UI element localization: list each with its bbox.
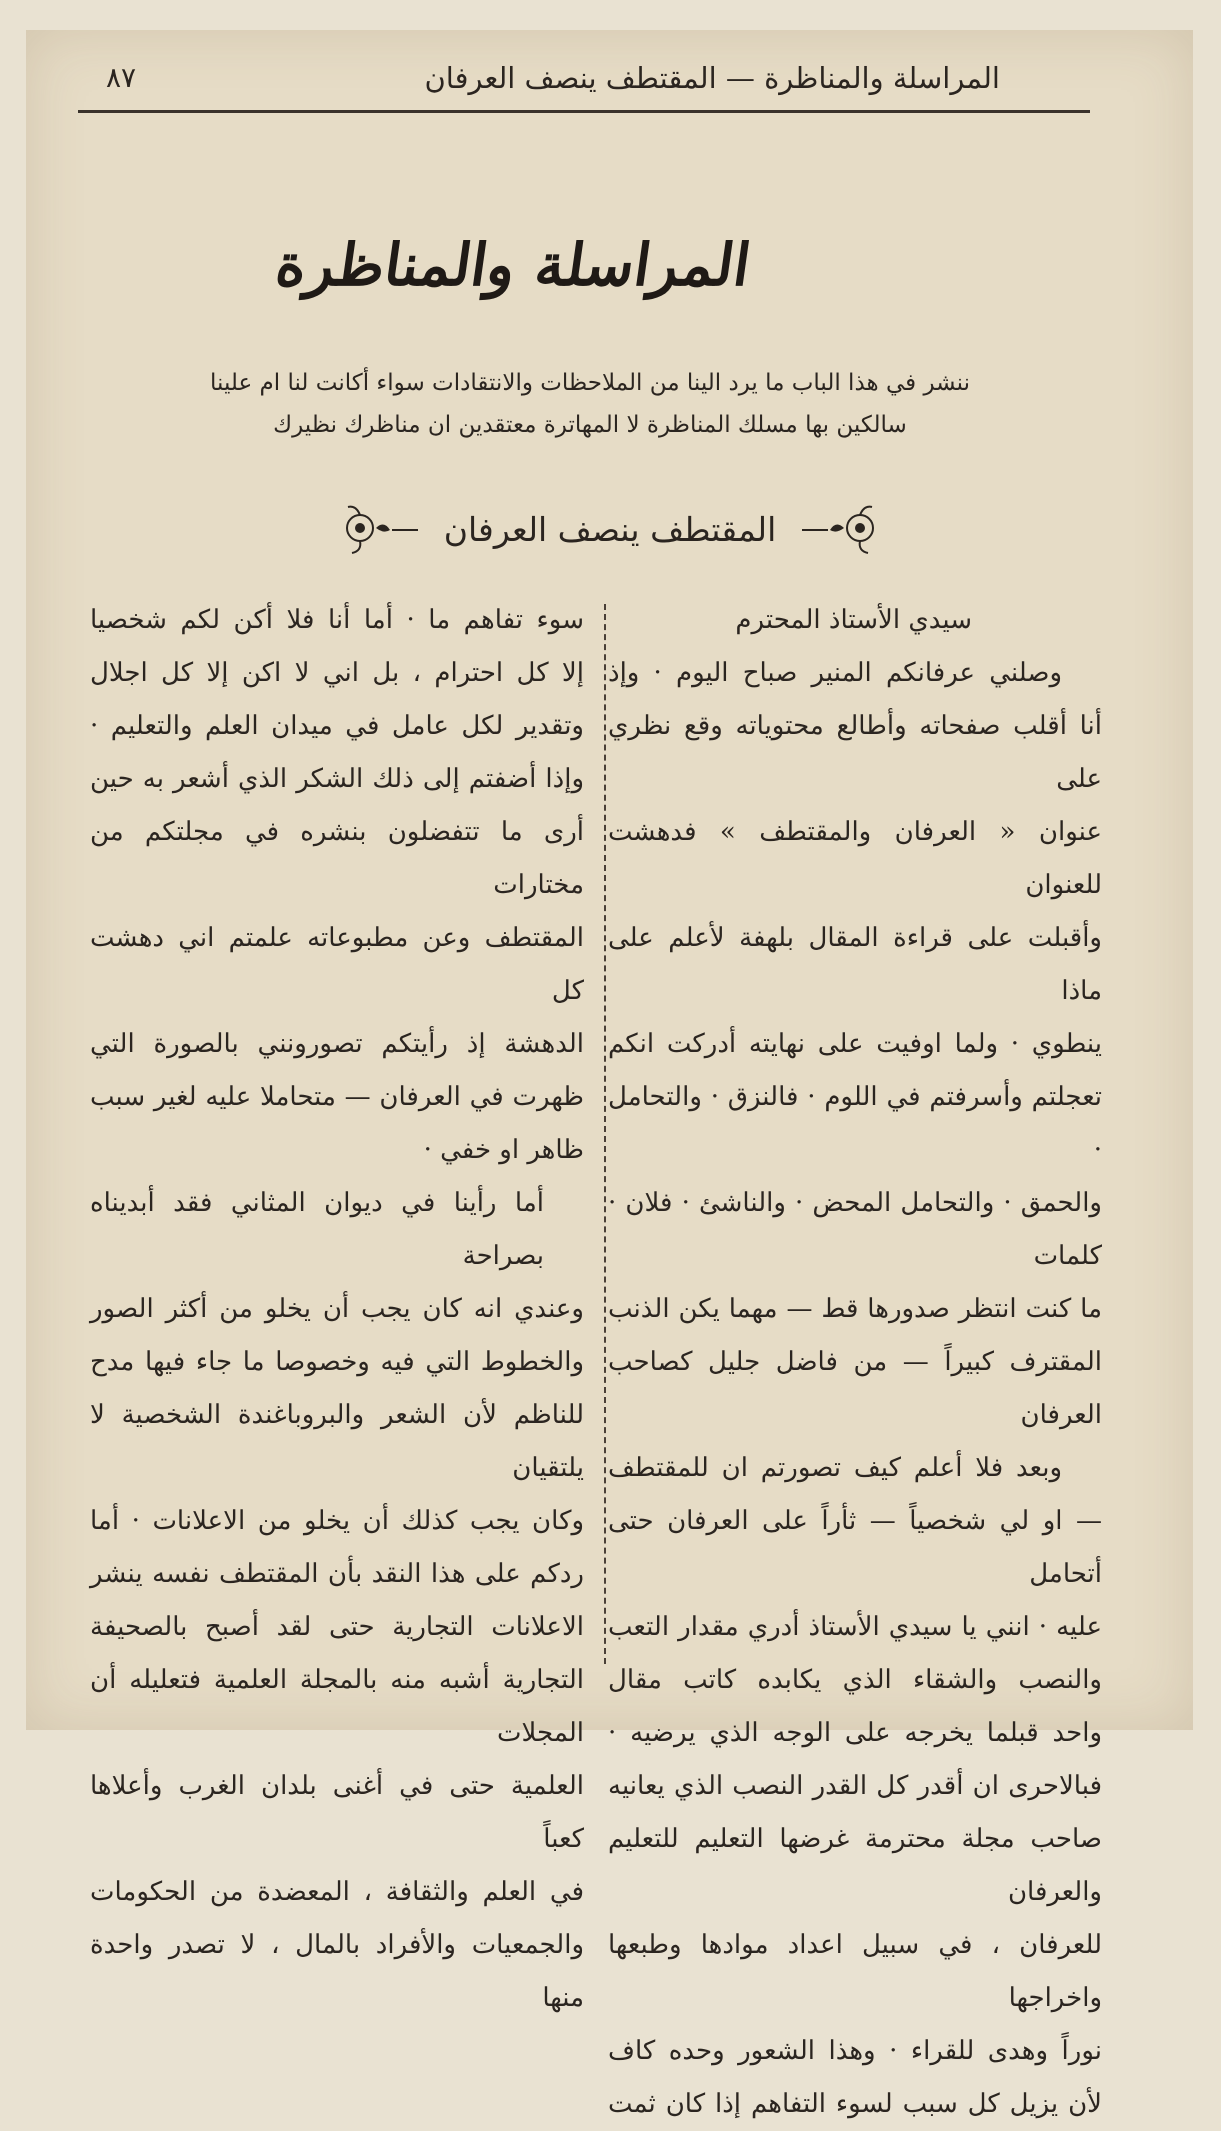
column-line: والجمعيات والأفراد بالمال ، لا تصدر واحدة منها: [90, 1930, 584, 2013]
column-line: نوراً وهدى للقراء · وهذا الشعور وحده كاف: [608, 2036, 1102, 2066]
column-line: صاحب مجلة محترمة غرضها التعليم للتعليم والعرفان: [608, 1824, 1102, 1907]
column-line: وعندي انه كان يجب أن يخلو من أكثر الصور: [90, 1294, 584, 1324]
column-line: العلمية حتى في أغنى بلدان الغرب وأعلاها كعباً: [90, 1771, 584, 1854]
column-line: فبالاحرى ان أقدر كل القدر النصب الذي يعانيه: [608, 1771, 1102, 1801]
column-line: ينطوي · ولما اوفيت على نهايته أدركت انكم: [608, 1029, 1102, 1059]
column-line: للعرفان ، في سبيل اعداد موادها وطبعها واخراجها: [608, 1930, 1102, 2013]
running-header: [78, 56, 1090, 100]
running-title: المراسلة والمناظرة — المقتطف ينصف العرفان: [424, 61, 1000, 95]
column-line: عنوان « العرفان والمقتطف » فدهشت للعنوان: [608, 817, 1102, 900]
left-column: [90, 594, 584, 2013]
column-line: والنصب والشقاء الذي يكابده كاتب مقال: [608, 1665, 1102, 1695]
column-line: وتقدير لكل عامل في ميدان العلم والتعليم ·: [90, 711, 584, 741]
column-line: إلا كل احترام ، بل اني لا اكن إلا كل اجلال: [90, 658, 584, 688]
section-intro: [170, 362, 1010, 446]
column-line: واحد قبلما يخرجه على الوجه الذي يرضيه ·: [608, 1718, 1102, 1748]
column-line: ما كنت انتظر صدورها قط — مهما يكن الذنب: [608, 1294, 1102, 1324]
column-line: التجارية أشبه منه بالمجلة العلمية فتعليله أن المجلات: [90, 1665, 584, 1748]
article-title-row: [330, 500, 890, 560]
column-line: أرى ما تتفضلون بنشره في مجلتكم من مختارات: [90, 817, 584, 900]
column-line: وإذا أضفتم إلى ذلك الشكر الذي أشعر به حين: [90, 764, 584, 794]
article-body: [90, 594, 1102, 2119]
column-line: سيدي الأستاذ المحترم: [735, 605, 972, 635]
column-line: لأن يزيل كل سبب لسوء التفاهم إذا كان ثمت: [608, 2089, 1102, 2119]
column-line: الدهشة إذ رأيتكم تصورونني بالصورة التي: [90, 1029, 584, 1059]
column-line: وكان يجب كذلك أن يخلو من الاعلانات · أما: [90, 1506, 584, 1536]
header-rule: [78, 110, 1090, 113]
column-line: ردكم على هذا النقد بأن المقتطف نفسه ينشر: [90, 1559, 584, 1589]
column-line: والحمق · والتحامل المحض · والناشئ · فلان · كلمات: [608, 1188, 1102, 1271]
column-line: للناظم لأن الشعر والبروباغندة الشخصية لا يلتقيان: [90, 1400, 584, 1483]
column-line: عليه · انني يا سيدي الأستاذ أدري مقدار التعب: [608, 1612, 1102, 1642]
column-line: أنا أقلب صفحاته وأطالع محتوياته وقع نظري على: [608, 711, 1102, 794]
column-line: ظهرت في العرفان — متحاملا عليه لغير سبب: [90, 1082, 584, 1112]
column-line: سوء تفاهم ما · أما أنا فلا أكن لكم شخصيا: [90, 605, 584, 635]
column-line: في العلم والثقافة ، المعضدة من الحكومات: [90, 1877, 584, 1907]
intro-line-1: ننشر في هذا الباب ما يرد الينا من الملاحظات والانتقادات سواء أكانت لنا ام علينا: [210, 370, 970, 396]
section-calligraphic-title: المراسلة والمناظرة: [271, 231, 755, 299]
article-title: المقتطف ينصف العرفان: [443, 510, 777, 549]
page-number: ٨٧: [106, 61, 137, 94]
intro-line-2: سالكين بها مسلك المناظرة لا المهاترة معتقدين ان مناظرك نظيرك: [273, 412, 907, 438]
column-line: المقترف كبيراً — من فاضل جليل كصاحب العرفان: [608, 1347, 1102, 1430]
column-line: الاعلانات التجارية حتى لقد أصبح بالصحيفة: [90, 1612, 584, 1642]
column-line: تعجلتم وأسرفتم في اللوم · فالنزق · والتحامل ·: [608, 1082, 1102, 1165]
column-line: وأقبلت على قراءة المقال بلهفة لأعلم على ماذا: [608, 923, 1102, 1006]
column-line: وبعد فلا أعلم كيف تصورتم ان للمقتطف: [608, 1453, 1062, 1483]
flourish-ornament-icon: [330, 500, 420, 560]
column-line: المقتطف وعن مطبوعاته علمتم اني دهشت كل: [90, 923, 584, 1006]
column-line: وصلني عرفانكم المنير صباح اليوم · وإذ: [608, 658, 1062, 688]
column-line: ظاهر او خفي ·: [423, 1135, 584, 1165]
column-line: — او لي شخصياً — ثأراً على العرفان حتى أتحامل: [608, 1506, 1102, 1589]
flourish-ornament-icon: [800, 500, 890, 560]
right-column: [608, 594, 1102, 2119]
column-line: والخطوط التي فيه وخصوصا ما جاء فيها مدح: [90, 1347, 584, 1377]
column-line: أما رأينا في ديوان المثاني فقد أبديناه بصراحة: [90, 1188, 544, 1271]
